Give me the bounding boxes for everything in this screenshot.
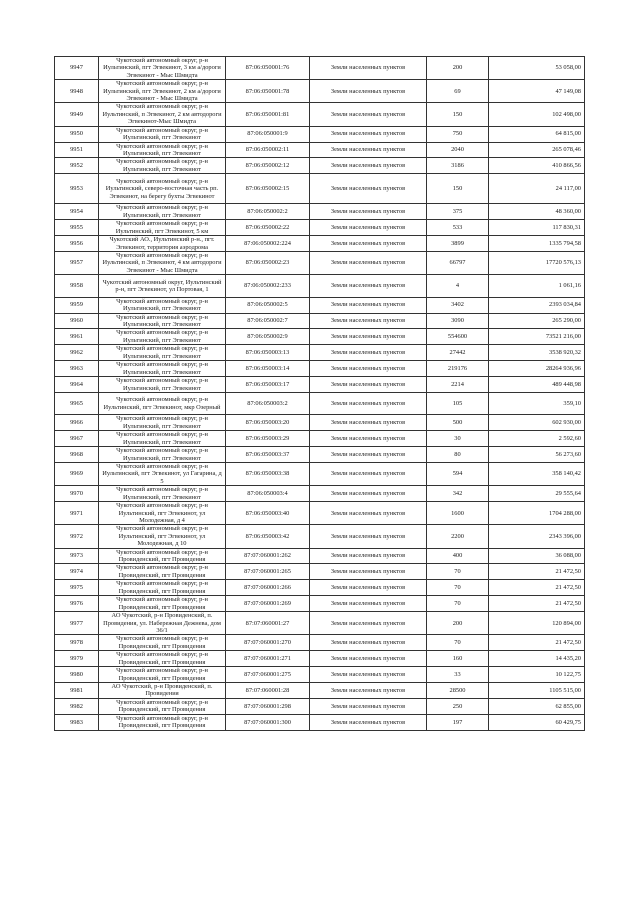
cadastral-value-cell: 60 429,75 bbox=[489, 714, 585, 730]
cadastral-value-cell: 265 078,46 bbox=[489, 142, 585, 158]
cadastral-value-cell: 14 435,20 bbox=[489, 651, 585, 667]
area-cell: 2214 bbox=[427, 377, 489, 393]
row-number: 9978 bbox=[55, 635, 99, 651]
address-cell: Чукотский автономный округ, р-н Иультинский, пгт Эгвекинот bbox=[99, 486, 226, 502]
area-cell: 70 bbox=[427, 596, 489, 612]
address-cell: Чукотский автономный округ, р-н Иультинский, пгт Эгвекинот, 3 км а/дороги Эгвекинот - Мыс Шмидта bbox=[99, 57, 226, 80]
address-cell: Чукотский автономный округ, Иультинский р-н, пгт Эгвекинот, ул Портовая, 1 bbox=[99, 275, 226, 297]
land-category-cell: Земли населенных пунктов bbox=[310, 158, 427, 174]
land-category-cell: Земли населенных пунктов bbox=[310, 329, 427, 345]
row-number: 9953 bbox=[55, 174, 99, 204]
cadastral-value-cell: 56 273,60 bbox=[489, 447, 585, 463]
land-category-cell: Земли населенных пунктов bbox=[310, 345, 427, 361]
cadastral-value-cell: 1704 288,00 bbox=[489, 502, 585, 525]
cadastral-number-cell: 87:07:060001:298 bbox=[226, 698, 310, 714]
row-number: 9949 bbox=[55, 103, 99, 126]
land-category-cell: Земли населенных пунктов bbox=[310, 548, 427, 564]
table-row bbox=[55, 329, 585, 345]
row-number: 9974 bbox=[55, 564, 99, 580]
cadastral-value-cell: 1105 515,00 bbox=[489, 683, 585, 699]
land-category-cell: Земли населенных пунктов bbox=[310, 236, 427, 252]
table-row bbox=[55, 612, 585, 635]
row-number: 9962 bbox=[55, 345, 99, 361]
land-category-cell: Земли населенных пунктов bbox=[310, 252, 427, 275]
land-category-cell: Земли населенных пунктов bbox=[310, 683, 427, 699]
land-plots-table bbox=[54, 56, 585, 731]
cadastral-number-cell: 87:06:050003:17 bbox=[226, 377, 310, 393]
cadastral-value-cell: 28264 936,96 bbox=[489, 361, 585, 377]
cadastral-value-cell: 21 472,50 bbox=[489, 635, 585, 651]
cadastral-number-cell: 87:06:050002:2 bbox=[226, 204, 310, 220]
table-row bbox=[55, 447, 585, 463]
table-row bbox=[55, 486, 585, 502]
land-category-cell: Земли населенных пунктов bbox=[310, 80, 427, 103]
address-cell: Чукотский автономный округ, р-н Иультинский, северо-восточная часть рп. Эгвекинот, на берегу бухты Эгвекинот bbox=[99, 174, 226, 204]
table-row bbox=[55, 275, 585, 297]
cadastral-value-cell: 3538 920,32 bbox=[489, 345, 585, 361]
cadastral-number-cell: 87:07:060001:262 bbox=[226, 548, 310, 564]
cadastral-number-cell: 87:06:050002:12 bbox=[226, 158, 310, 174]
area-cell: 3402 bbox=[427, 297, 489, 313]
land-category-cell: Земли населенных пунктов bbox=[310, 698, 427, 714]
table-row bbox=[55, 502, 585, 525]
area-cell: 500 bbox=[427, 415, 489, 431]
cadastral-value-cell: 64 815,00 bbox=[489, 126, 585, 142]
table-row bbox=[55, 635, 585, 651]
address-cell: Чукотский автономный округ, р-н Иультинский, пгт Эгвекинот bbox=[99, 204, 226, 220]
address-cell: Чукотский автономный округ, р-н Иультинский, пгт Эгвекинот bbox=[99, 345, 226, 361]
area-cell: 400 bbox=[427, 548, 489, 564]
land-category-cell: Земли населенных пунктов bbox=[310, 651, 427, 667]
row-number: 9975 bbox=[55, 580, 99, 596]
cadastral-value-cell: 21 472,50 bbox=[489, 564, 585, 580]
cadastral-value-cell: 2343 396,00 bbox=[489, 525, 585, 548]
area-cell: 2200 bbox=[427, 525, 489, 548]
table-row bbox=[55, 683, 585, 699]
cadastral-value-cell: 21 472,50 bbox=[489, 580, 585, 596]
document-page bbox=[54, 56, 584, 731]
cadastral-number-cell: 87:06:050003:4 bbox=[226, 486, 310, 502]
area-cell: 105 bbox=[427, 392, 489, 414]
area-cell: 197 bbox=[427, 714, 489, 730]
table-row bbox=[55, 297, 585, 313]
cadastral-number-cell: 87:06:050003:38 bbox=[226, 463, 310, 486]
cadastral-number-cell: 87:06:050003:13 bbox=[226, 345, 310, 361]
area-cell: 219176 bbox=[427, 361, 489, 377]
address-cell: Чукотский автономный округ, р-н Иультинский, п Эгвекинот, 2 км автодороги Эгвекинот-Мыс Шмидта bbox=[99, 103, 226, 126]
address-cell: Чукотский автономный округ, р-н Иультинский, пгт Эгвекинот bbox=[99, 377, 226, 393]
land-category-cell: Земли населенных пунктов bbox=[310, 174, 427, 204]
address-cell: Чукотский автономный округ, р-н Иультинский, пгт Эгвекинот bbox=[99, 126, 226, 142]
table-row bbox=[55, 361, 585, 377]
address-cell: АО Чукотский, р-н Провиденский, п. Провидения bbox=[99, 683, 226, 699]
land-category-cell: Земли населенных пунктов bbox=[310, 431, 427, 447]
row-number: 9980 bbox=[55, 667, 99, 683]
area-cell: 66797 bbox=[427, 252, 489, 275]
table-row bbox=[55, 313, 585, 329]
address-cell: Чукотский автономный округ, р-н Иультинский, пгт Эгвекинот bbox=[99, 361, 226, 377]
area-cell: 750 bbox=[427, 126, 489, 142]
table-row bbox=[55, 548, 585, 564]
address-cell: Чукотский автономный округ, р-н Иультинский, пгт Эгвекинот bbox=[99, 142, 226, 158]
area-cell: 594 bbox=[427, 463, 489, 486]
row-number: 9963 bbox=[55, 361, 99, 377]
table-row bbox=[55, 698, 585, 714]
table-row bbox=[55, 431, 585, 447]
row-number: 9952 bbox=[55, 158, 99, 174]
cadastral-value-cell: 358 140,42 bbox=[489, 463, 585, 486]
cadastral-value-cell: 47 149,08 bbox=[489, 80, 585, 103]
table-row bbox=[55, 377, 585, 393]
cadastral-value-cell: 2 592,60 bbox=[489, 431, 585, 447]
table-row bbox=[55, 463, 585, 486]
cadastral-value-cell: 17720 576,13 bbox=[489, 252, 585, 275]
address-cell: Чукотский автономный округ, р-н Иультинский, пгт Эгвекинот bbox=[99, 297, 226, 313]
address-cell: Чукотский автономный округ, р-н Провиденский, пгт Провидения bbox=[99, 580, 226, 596]
cadastral-value-cell: 53 058,00 bbox=[489, 57, 585, 80]
cadastral-value-cell: 410 866,56 bbox=[489, 158, 585, 174]
area-cell: 3899 bbox=[427, 236, 489, 252]
land-category-cell: Земли населенных пунктов bbox=[310, 714, 427, 730]
address-cell: Чукотский автономный округ, р-н Провиденский, пгт Провидения bbox=[99, 635, 226, 651]
cadastral-number-cell: 87:06:050003:42 bbox=[226, 525, 310, 548]
table-row bbox=[55, 174, 585, 204]
address-cell: Чукотский автономный округ, р-н Иультинский, пгт Эгвекинот, 2 км а/дороги Эгвекинот - Мыс Шмидта bbox=[99, 80, 226, 103]
address-cell: Чукотский автономный округ, р-н Провиденский, пгт Провидения bbox=[99, 667, 226, 683]
area-cell: 160 bbox=[427, 651, 489, 667]
cadastral-value-cell: 1335 794,58 bbox=[489, 236, 585, 252]
area-cell: 70 bbox=[427, 564, 489, 580]
address-cell: Чукотский автономный округ, р-н Провиденский, пгт Провидения bbox=[99, 596, 226, 612]
table-row bbox=[55, 158, 585, 174]
land-category-cell: Земли населенных пунктов bbox=[310, 447, 427, 463]
table-row bbox=[55, 525, 585, 548]
row-number: 9959 bbox=[55, 297, 99, 313]
table-row bbox=[55, 651, 585, 667]
row-number: 9954 bbox=[55, 204, 99, 220]
address-cell: Чукотский АО., Иультинский р-н., пгт. Эгвекинот, территория аэродрома bbox=[99, 236, 226, 252]
cadastral-value-cell: 10 122,75 bbox=[489, 667, 585, 683]
cadastral-number-cell: 87:07:060001:269 bbox=[226, 596, 310, 612]
table-row bbox=[55, 415, 585, 431]
cadastral-value-cell: 120 894,00 bbox=[489, 612, 585, 635]
area-cell: 3186 bbox=[427, 158, 489, 174]
address-cell: Чукотский автономный округ, р-н Иультинский, пгт Эгвекинот, ул Гагарина, д 5 bbox=[99, 463, 226, 486]
cadastral-number-cell: 87:07:060001:300 bbox=[226, 714, 310, 730]
row-number: 9961 bbox=[55, 329, 99, 345]
row-number: 9970 bbox=[55, 486, 99, 502]
address-cell: Чукотский автономный округ, р-н Иультинский, пгт Эгвекинот bbox=[99, 415, 226, 431]
address-cell: Чукотский автономный округ, р-н Иультинский, пгт Эгвекинот, ул Молодежная, д 4 bbox=[99, 502, 226, 525]
cadastral-number-cell: 87:06:050002:5 bbox=[226, 297, 310, 313]
address-cell: Чукотский автономный округ, р-н Иультинский, п Эгвекинот, 4 км автодороги Эгвекинот - Мыс Шмидта bbox=[99, 252, 226, 275]
land-category-cell: Земли населенных пунктов bbox=[310, 502, 427, 525]
area-cell: 554600 bbox=[427, 329, 489, 345]
cadastral-number-cell: 87:06:050001:9 bbox=[226, 126, 310, 142]
cadastral-number-cell: 87:07:060001:28 bbox=[226, 683, 310, 699]
address-cell: Чукотский автономный округ, р-н Иультинский, пгт Эгвекинот bbox=[99, 158, 226, 174]
address-cell: Чукотский автономный округ, р-н Иультинский, пгт Эгвекинот bbox=[99, 329, 226, 345]
cadastral-number-cell: 87:06:050002:15 bbox=[226, 174, 310, 204]
cadastral-number-cell: 87:06:050002:7 bbox=[226, 313, 310, 329]
land-category-cell: Земли населенных пунктов bbox=[310, 377, 427, 393]
cadastral-number-cell: 87:06:050002:11 bbox=[226, 142, 310, 158]
area-cell: 69 bbox=[427, 80, 489, 103]
area-cell: 150 bbox=[427, 103, 489, 126]
area-cell: 2040 bbox=[427, 142, 489, 158]
land-category-cell: Земли населенных пунктов bbox=[310, 486, 427, 502]
cadastral-number-cell: 87:06:050001:78 bbox=[226, 80, 310, 103]
area-cell: 200 bbox=[427, 612, 489, 635]
land-category-cell: Земли населенных пунктов bbox=[310, 313, 427, 329]
land-category-cell: Земли населенных пунктов bbox=[310, 361, 427, 377]
cadastral-value-cell: 21 472,50 bbox=[489, 596, 585, 612]
address-cell: Чукотский автономный округ, р-н Провиденский, пгт Провидения bbox=[99, 651, 226, 667]
cadastral-value-cell: 48 360,00 bbox=[489, 204, 585, 220]
address-cell: Чукотский автономный округ, р-н Иультинский, пгт Эгвекинот, 5 км bbox=[99, 220, 226, 236]
cadastral-value-cell: 1 061,16 bbox=[489, 275, 585, 297]
address-cell: Чукотский автономный округ, р-н Провиденский, пгт Провидения bbox=[99, 564, 226, 580]
row-number: 9972 bbox=[55, 525, 99, 548]
table-row bbox=[55, 126, 585, 142]
address-cell: Чукотский автономный округ, р-н Иультинский, пгт Эгвекинот, мкр Озерный bbox=[99, 392, 226, 414]
address-cell: Чукотский автономный округ, р-н Иультинский, пгт Эгвекинот, ул Молодежная, д 10 bbox=[99, 525, 226, 548]
cadastral-number-cell: 87:06:050003:2 bbox=[226, 392, 310, 414]
cadastral-value-cell: 73521 216,00 bbox=[489, 329, 585, 345]
cadastral-value-cell: 24 117,00 bbox=[489, 174, 585, 204]
row-number: 9983 bbox=[55, 714, 99, 730]
land-category-cell: Земли населенных пунктов bbox=[310, 525, 427, 548]
land-category-cell: Земли населенных пунктов bbox=[310, 635, 427, 651]
cadastral-number-cell: 87:07:060001:27 bbox=[226, 612, 310, 635]
land-category-cell: Земли населенных пунктов bbox=[310, 596, 427, 612]
area-cell: 150 bbox=[427, 174, 489, 204]
table-row bbox=[55, 236, 585, 252]
row-number: 9960 bbox=[55, 313, 99, 329]
cadastral-number-cell: 87:06:050003:29 bbox=[226, 431, 310, 447]
cadastral-number-cell: 87:07:060001:275 bbox=[226, 667, 310, 683]
area-cell: 80 bbox=[427, 447, 489, 463]
row-number: 9957 bbox=[55, 252, 99, 275]
row-number: 9947 bbox=[55, 57, 99, 80]
row-number: 9977 bbox=[55, 612, 99, 635]
row-number: 9955 bbox=[55, 220, 99, 236]
table-row bbox=[55, 596, 585, 612]
table-row bbox=[55, 564, 585, 580]
address-cell: Чукотский автономный округ, р-н Провиденский, пгт Провидения bbox=[99, 698, 226, 714]
land-category-cell: Земли населенных пунктов bbox=[310, 392, 427, 414]
cadastral-number-cell: 87:06:050003:14 bbox=[226, 361, 310, 377]
land-category-cell: Земли населенных пунктов bbox=[310, 142, 427, 158]
land-category-cell: Земли населенных пунктов bbox=[310, 103, 427, 126]
row-number: 9971 bbox=[55, 502, 99, 525]
table-row bbox=[55, 252, 585, 275]
land-category-cell: Земли населенных пунктов bbox=[310, 667, 427, 683]
address-cell: Чукотский автономный округ, р-н Иультинский, пгт Эгвекинот bbox=[99, 447, 226, 463]
row-number: 9982 bbox=[55, 698, 99, 714]
cadastral-number-cell: 87:06:050001:81 bbox=[226, 103, 310, 126]
cadastral-number-cell: 87:07:060001:265 bbox=[226, 564, 310, 580]
table-row bbox=[55, 667, 585, 683]
area-cell: 3090 bbox=[427, 313, 489, 329]
table-row bbox=[55, 580, 585, 596]
land-category-cell: Земли населенных пунктов bbox=[310, 126, 427, 142]
cadastral-number-cell: 87:06:050003:20 bbox=[226, 415, 310, 431]
cadastral-value-cell: 489 448,98 bbox=[489, 377, 585, 393]
cadastral-number-cell: 87:06:050002:22 bbox=[226, 220, 310, 236]
table-row bbox=[55, 220, 585, 236]
cadastral-number-cell: 87:07:060001:271 bbox=[226, 651, 310, 667]
area-cell: 533 bbox=[427, 220, 489, 236]
row-number: 9951 bbox=[55, 142, 99, 158]
area-cell: 70 bbox=[427, 635, 489, 651]
cadastral-value-cell: 602 930,00 bbox=[489, 415, 585, 431]
table-row bbox=[55, 142, 585, 158]
table-body bbox=[55, 57, 585, 731]
area-cell: 342 bbox=[427, 486, 489, 502]
address-cell: Чукотский автономный округ, р-н Иультинский, пгт Эгвекинот bbox=[99, 313, 226, 329]
cadastral-value-cell: 29 555,64 bbox=[489, 486, 585, 502]
cadastral-number-cell: 87:06:050001:76 bbox=[226, 57, 310, 80]
land-category-cell: Земли населенных пунктов bbox=[310, 204, 427, 220]
row-number: 9948 bbox=[55, 80, 99, 103]
row-number: 9969 bbox=[55, 463, 99, 486]
row-number: 9950 bbox=[55, 126, 99, 142]
address-cell: АО Чукотский, р-н Провиденский, п. Провидения, ул. Набережная Дежнева, дом 36/1 bbox=[99, 612, 226, 635]
table-row bbox=[55, 392, 585, 414]
cadastral-value-cell: 102 498,00 bbox=[489, 103, 585, 126]
land-category-cell: Земли населенных пунктов bbox=[310, 415, 427, 431]
cadastral-value-cell: 359,10 bbox=[489, 392, 585, 414]
cadastral-value-cell: 117 830,31 bbox=[489, 220, 585, 236]
area-cell: 33 bbox=[427, 667, 489, 683]
table-row bbox=[55, 80, 585, 103]
cadastral-number-cell: 87:07:060001:266 bbox=[226, 580, 310, 596]
area-cell: 1600 bbox=[427, 502, 489, 525]
address-cell: Чукотский автономный округ, р-н Иультинский, пгт Эгвекинот bbox=[99, 431, 226, 447]
land-category-cell: Земли населенных пунктов bbox=[310, 275, 427, 297]
land-category-cell: Земли населенных пунктов bbox=[310, 57, 427, 80]
land-category-cell: Земли населенных пунктов bbox=[310, 612, 427, 635]
cadastral-number-cell: 87:06:050002:9 bbox=[226, 329, 310, 345]
row-number: 9965 bbox=[55, 392, 99, 414]
table-row bbox=[55, 57, 585, 80]
area-cell: 250 bbox=[427, 698, 489, 714]
area-cell: 375 bbox=[427, 204, 489, 220]
cadastral-value-cell: 62 855,00 bbox=[489, 698, 585, 714]
cadastral-value-cell: 2393 034,84 bbox=[489, 297, 585, 313]
table-row bbox=[55, 204, 585, 220]
area-cell: 27442 bbox=[427, 345, 489, 361]
row-number: 9956 bbox=[55, 236, 99, 252]
row-number: 9964 bbox=[55, 377, 99, 393]
land-category-cell: Земли населенных пунктов bbox=[310, 580, 427, 596]
cadastral-number-cell: 87:06:050002:23 bbox=[226, 252, 310, 275]
cadastral-value-cell: 265 290,00 bbox=[489, 313, 585, 329]
land-category-cell: Земли населенных пунктов bbox=[310, 297, 427, 313]
row-number: 9973 bbox=[55, 548, 99, 564]
area-cell: 28500 bbox=[427, 683, 489, 699]
land-category-cell: Земли населенных пунктов bbox=[310, 564, 427, 580]
land-category-cell: Земли населенных пунктов bbox=[310, 463, 427, 486]
row-number: 9981 bbox=[55, 683, 99, 699]
address-cell: Чукотский автономный округ, р-н Провиденский, пгт Провидения bbox=[99, 714, 226, 730]
cadastral-number-cell: 87:07:060001:270 bbox=[226, 635, 310, 651]
area-cell: 30 bbox=[427, 431, 489, 447]
table-row bbox=[55, 103, 585, 126]
land-category-cell: Земли населенных пунктов bbox=[310, 220, 427, 236]
area-cell: 200 bbox=[427, 57, 489, 80]
row-number: 9966 bbox=[55, 415, 99, 431]
row-number: 9968 bbox=[55, 447, 99, 463]
row-number: 9958 bbox=[55, 275, 99, 297]
cadastral-number-cell: 87:06:050003:40 bbox=[226, 502, 310, 525]
table-row bbox=[55, 714, 585, 730]
row-number: 9979 bbox=[55, 651, 99, 667]
area-cell: 70 bbox=[427, 580, 489, 596]
table-row bbox=[55, 345, 585, 361]
cadastral-number-cell: 87:06:050003:37 bbox=[226, 447, 310, 463]
cadastral-value-cell: 36 088,00 bbox=[489, 548, 585, 564]
cadastral-number-cell: 87:06:050002:224 bbox=[226, 236, 310, 252]
cadastral-number-cell: 87:06:050002:233 bbox=[226, 275, 310, 297]
row-number: 9967 bbox=[55, 431, 99, 447]
address-cell: Чукотский автономный округ, р-н Провиденский, пгт Провидения bbox=[99, 548, 226, 564]
area-cell: 4 bbox=[427, 275, 489, 297]
row-number: 9976 bbox=[55, 596, 99, 612]
